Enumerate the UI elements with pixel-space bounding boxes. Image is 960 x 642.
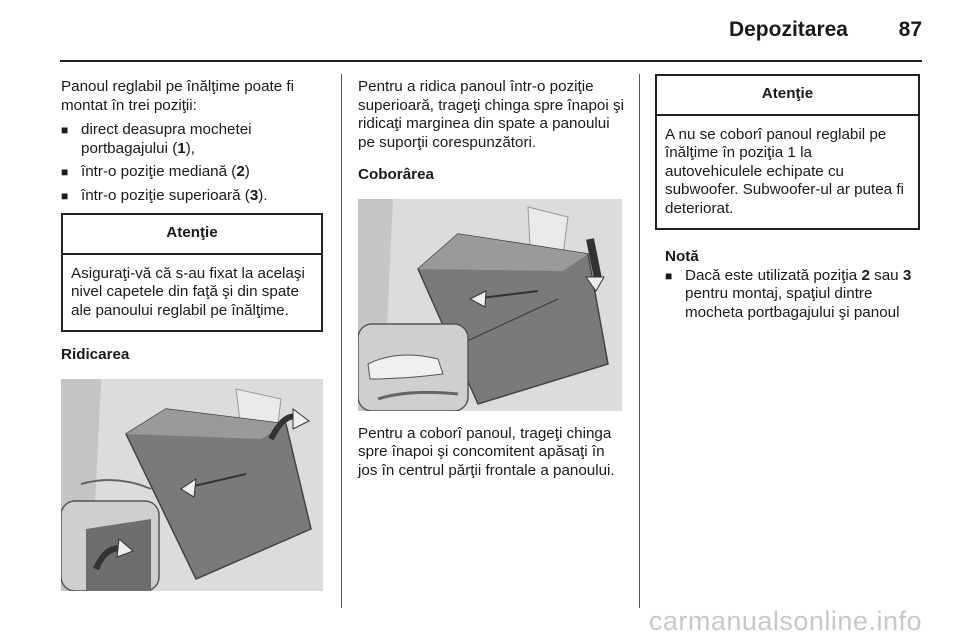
- note-list: [665, 267, 920, 323]
- column-3: [655, 78, 920, 327]
- section-title: Depozitarea: [728, 18, 848, 41]
- warning-box-1: [61, 213, 323, 332]
- page-header: [0, 0, 960, 62]
- col2-intro: Pentru a ridica panoul într-o poziţie superioară, trageţi chinga spre înapoi şi ridicaţi marginea din spate a panoului pe suporţii corespunzători.: [358, 78, 624, 151]
- warning-box-2: [655, 74, 920, 230]
- lowering-text: Pentru a coborî panoul, trageţi chinga spre înapoi şi concomitent apăsaţi în jos în centrul părţii frontale a panoului.: [358, 424, 615, 479]
- col1-intro: Panoul reglabil pe înălţime poate fi montat în trei poziţii:: [61, 78, 295, 114]
- warning-text: Asiguraţi-vă că s-au fixat la acelaşi nivel capetele din faţă şi din spate ale panoului reglabil pe înălţime.: [71, 264, 305, 319]
- list-item: ■ într-o poziţie superioară (3).: [61, 187, 323, 206]
- note-heading: Notă: [665, 248, 699, 265]
- page-number: 87: [898, 18, 922, 41]
- column-divider-1: [341, 74, 342, 608]
- lowering-illustration: [358, 199, 622, 411]
- header-rule: [60, 60, 922, 62]
- lowering-heading: Coborârea: [358, 166, 434, 183]
- list-item: ■ într-o poziţie mediană (2): [61, 163, 323, 182]
- column-1: [61, 78, 323, 591]
- warning-heading: Atenţie: [63, 215, 321, 255]
- watermark: carmanualsonline.info: [648, 606, 922, 636]
- list-item: ■ Dacă este utilizată poziţia 2 sau 3 pentru montaj, spaţiul dintre mocheta portbagajului şi panoul: [665, 267, 920, 323]
- warning-heading: Atenţie: [657, 76, 918, 116]
- raising-heading: Ridicarea: [61, 346, 130, 363]
- positions-list: [61, 121, 323, 205]
- column-2: [358, 78, 624, 480]
- note-block: [655, 248, 920, 322]
- list-item: ■ direct deasupra mochetei portbagajului (1),: [61, 121, 323, 158]
- raising-illustration: [61, 379, 323, 591]
- column-divider-2: [639, 74, 640, 608]
- warning-text: A nu se coborî panoul reglabil pe înălţime în poziţia 1 la autovehiculele echipate cu subwoofer. Subwoofer-ul ar putea fi deteriorat.: [665, 125, 904, 217]
